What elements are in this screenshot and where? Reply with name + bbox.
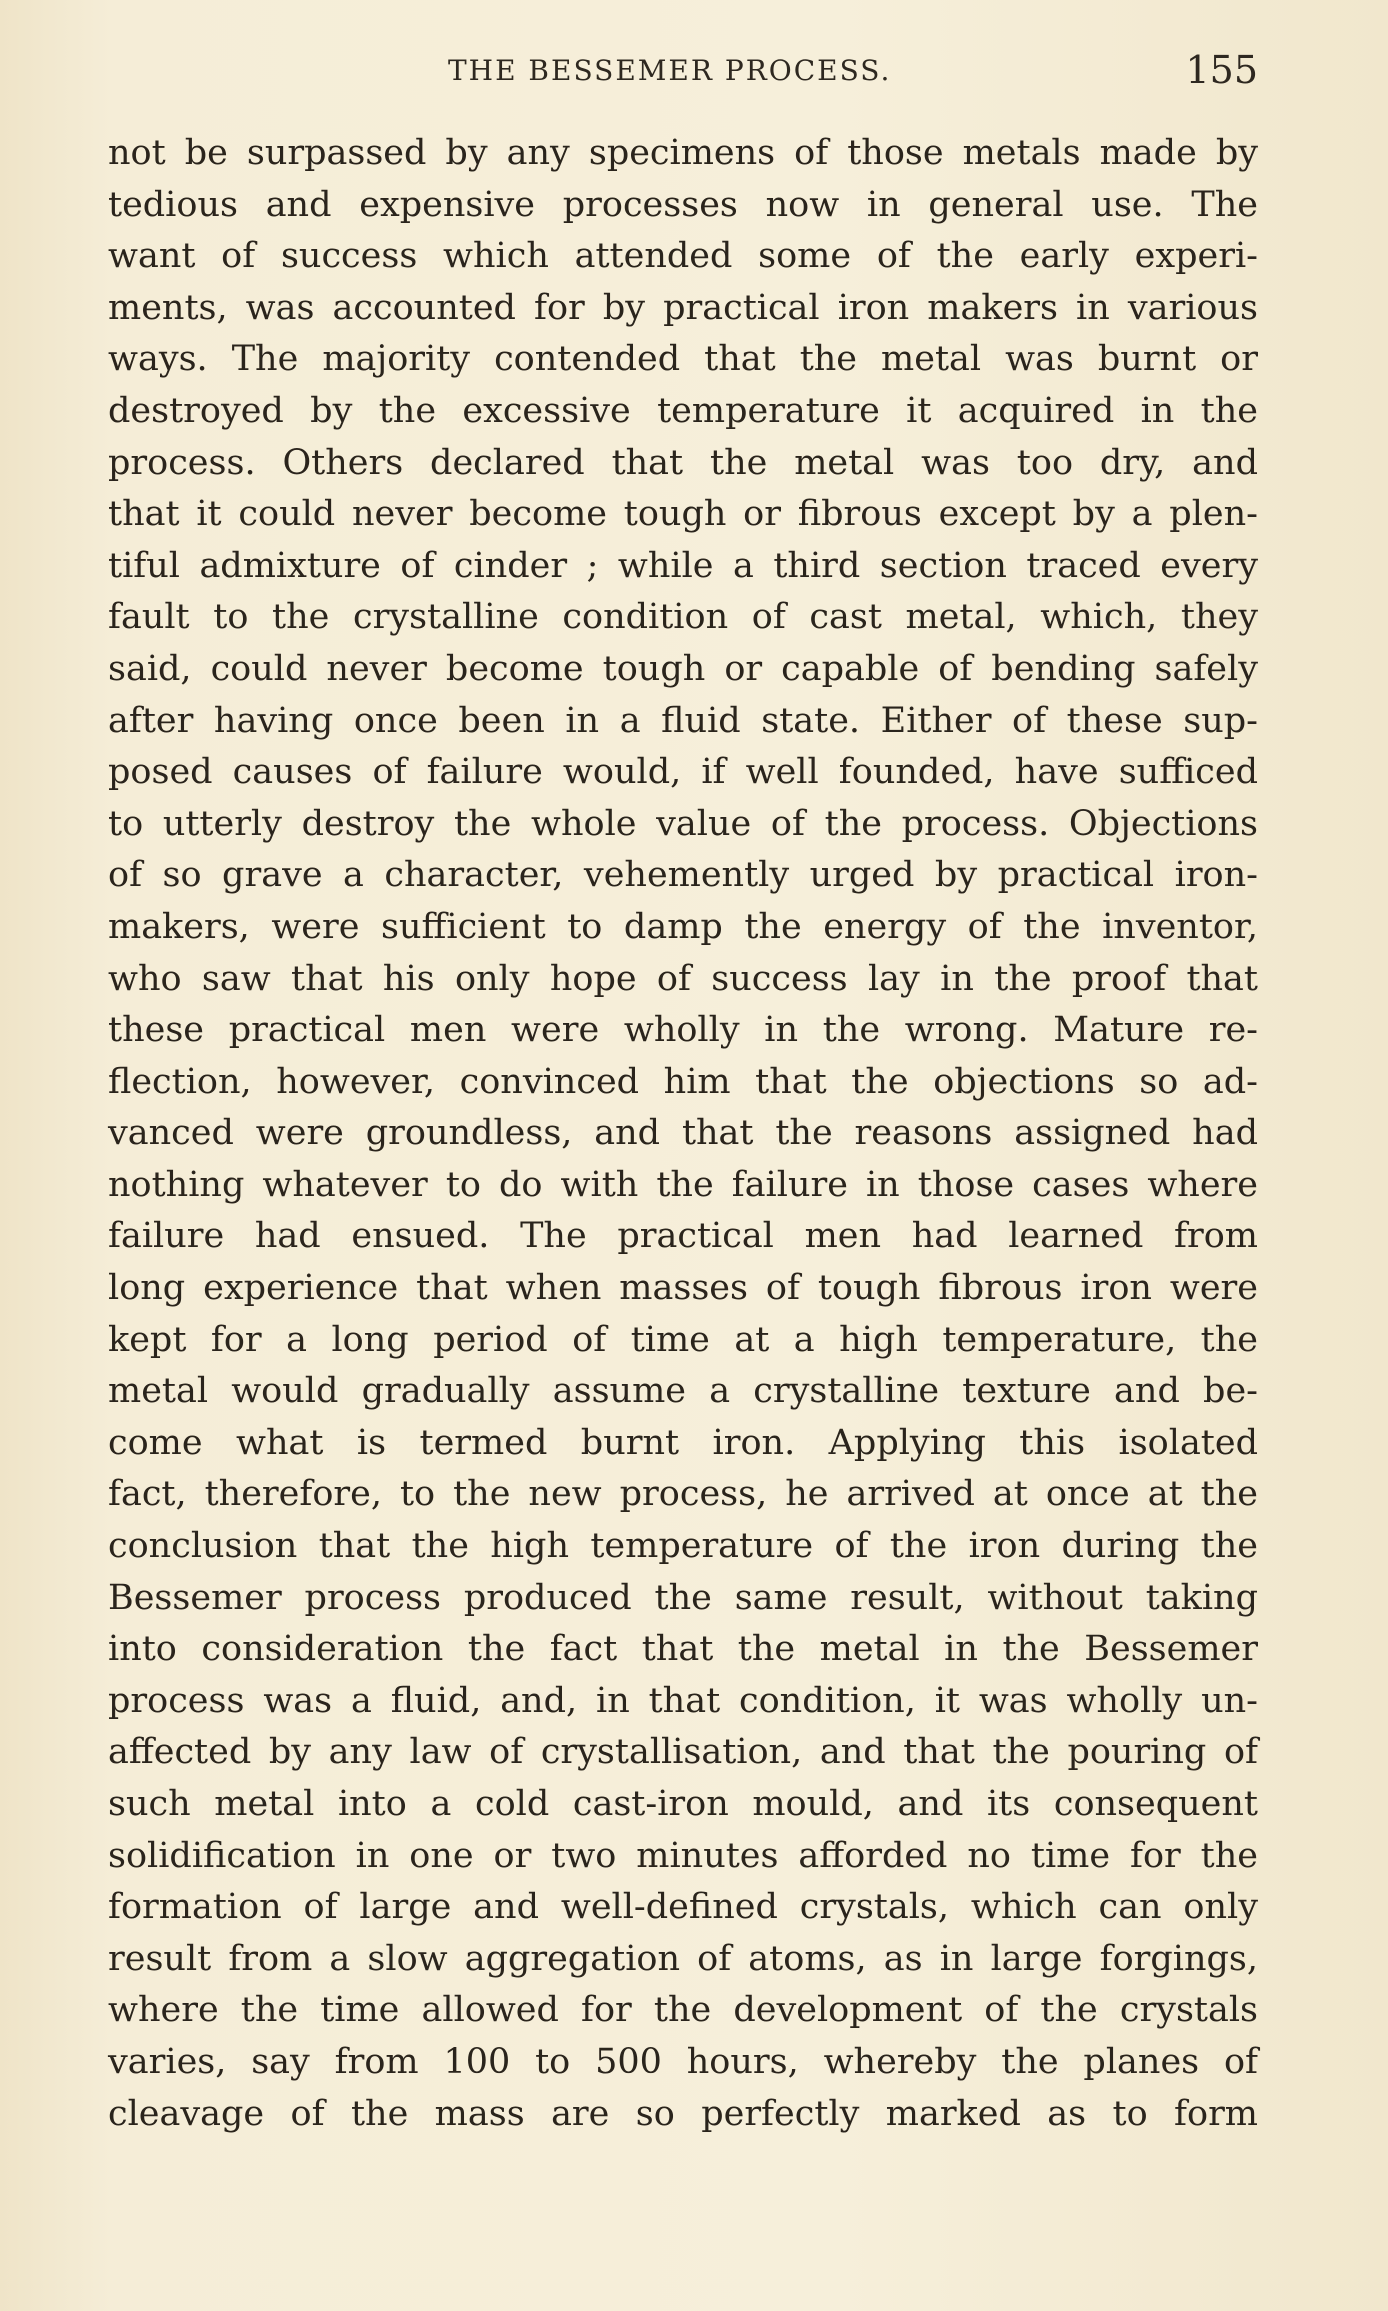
text-line: makers, were sufficient to damp the energy of the inventor, [108,906,1258,947]
text-line: result from a slow aggregation of atoms, as in large forgings, [108,1938,1258,1979]
text-line: such metal into a cold cast-iron mould, and its consequent [108,1784,1258,1824]
text-line: ways. The majority contended that the metal was burnt or [108,339,1258,380]
text-line: tiful admixture of cinder ; while a third section traced every [108,545,1258,586]
text-line: long experience that when masses of tough fibrous iron were [108,1268,1258,1309]
running-title: THE BESSEMER PROCESS. [448,54,892,87]
text-line: where the time allowed for the development of the crystals [108,1990,1258,2031]
text-line: into consideration the fact that the metal in the Bessemer [108,1629,1258,1670]
text-line: that it could never become tough or fibrous except by a plen- [108,494,1258,535]
body-text [108,128,1258,2140]
text-line: cleavage of the mass are so perfectly marked as to form [108,2093,1258,2134]
text-line: metal would gradually assume a crystalline texture and be- [108,1371,1258,1412]
text-line: not be surpassed by any specimens of those metals made by [108,133,1258,173]
text-line: said, could never become tough or capable of bending safely [108,648,1258,689]
text-line: affected by any law of crystallisation, and that the pouring of [108,1732,1258,1773]
running-head [108,48,1258,98]
text-line: posed causes of failure would, if well founded, have sufficed [108,752,1258,793]
text-line: kept for a long period of time at a high temperature, the [108,1319,1258,1360]
text-line: destroyed by the excessive temperature it acquired in the [108,390,1258,431]
text-line: want of success which attended some of the early experi- [108,236,1258,277]
text-line: these practical men were wholly in the wrong. Mature re- [108,1010,1258,1051]
page-number: 155 [1185,48,1258,92]
text-line: nothing whatever to do with the failure in those cases where [108,1164,1258,1205]
text-line: come what is termed burnt iron. Applying this isolated [108,1422,1258,1463]
text-line: Bessemer process produced the same result, without taking [108,1577,1258,1618]
text-line: conclusion that the high temperature of the iron during the [108,1526,1258,1567]
text-line: formation of large and well-defined crystals, which can only [108,1887,1258,1928]
text-line: process. Others declared that the metal was too dry, and [108,442,1258,483]
text-line: ments, was accounted for by practical iron makers in various [108,287,1258,328]
text-line: of so grave a character, vehemently urged by practical iron- [108,855,1258,896]
text-line: who saw that his only hope of success lay in the proof that [108,958,1258,999]
text-line: to utterly destroy the whole value of the process. Objections [108,803,1258,844]
text-line: failure had ensued. The practical men had learned from [108,1216,1258,1257]
text-line: after having once been in a fluid state. Either of these sup- [108,700,1258,741]
text-line: flection, however, convinced him that the objections so ad- [108,1061,1258,1102]
text-line: process was a fluid, and, in that condition, it was wholly un- [108,1680,1258,1721]
text-line: fault to the crystalline condition of cast metal, which, they [108,597,1258,638]
text-line: varies, say from 100 to 500 hours, whereby the planes of [108,2041,1258,2082]
text-line: tedious and expensive processes now in general use. The [108,184,1258,225]
text-line: vanced were groundless, and that the reasons assigned had [108,1113,1258,1154]
text-line: fact, therefore, to the new process, he arrived at once at the [108,1474,1258,1515]
text-line: solidification in one or two minutes afforded no time for the [108,1835,1258,1876]
